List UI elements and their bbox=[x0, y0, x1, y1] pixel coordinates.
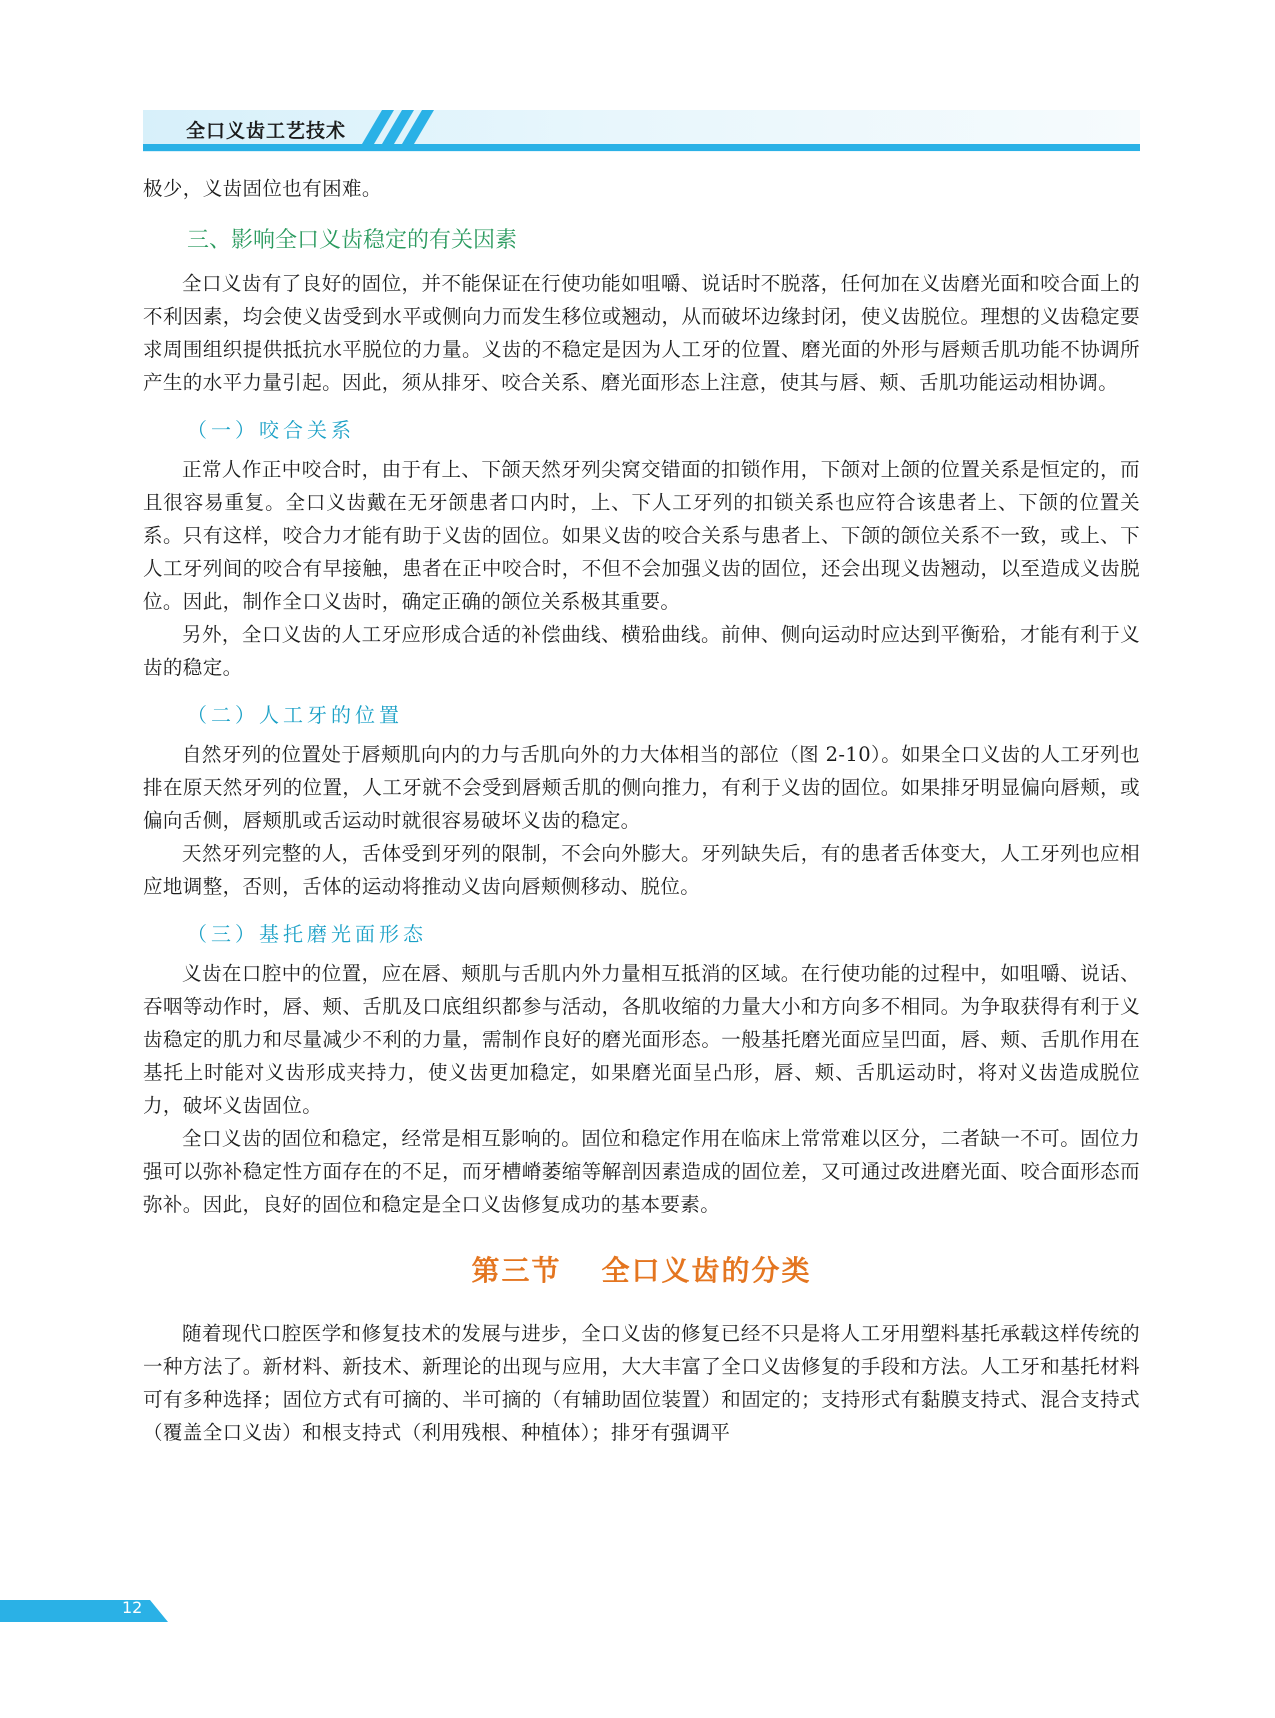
subsection-heading: （一）咬合关系 bbox=[187, 418, 355, 442]
chapter-title: 全口义齿的分类 bbox=[601, 1254, 812, 1287]
paragraph: 另外，全口义齿的人工牙应形成合适的补偿曲线、横𬌗曲线。前伸、侧向运动时应达到平衡𬌗，才能有利于义齿的稳定。 bbox=[143, 623, 1140, 679]
chapter-number: 第三节 bbox=[471, 1254, 562, 1287]
paragraph: 极少，义齿固位也有困难。 bbox=[143, 177, 382, 200]
paragraph: 义齿在口腔中的位置，应在唇、颊肌与舌肌内外力量相互抵消的区域。在行使功能的过程中，如咀嚼、说话、吞咽等动作时，唇、颊、舌肌及口底组织都参与活动，各肌收缩的力量大小和方向多不相同。为争取获得有利于义齿稳定的肌力和尽量减少不利的力量，需制作良好的磨光面形态。一般基托磨光面应呈凹面，唇、颊、舌肌作用在基托上时能对义齿形成夹持力，使义齿更加稳定，如果磨光面呈凸形，唇、颊、舌肌运动时，将对义齿造成脱位力，破坏义齿固位。 bbox=[143, 962, 1140, 1117]
page-number: 12 bbox=[122, 1598, 143, 1617]
paragraph: 正常人作正中咬合时，由于有上、下颌天然牙列尖窝交错面的扣锁作用，下颌对上颌的位置关系是恒定的，而且很容易重复。全口义齿戴在无牙颌患者口内时，上、下人工牙列的扣锁关系也应符合该患者上、下颌的位置关系。只有这样，咬合力才能有助于义齿的固位。如果义齿的咬合关系与患者上、下颌的颌位关系不一致，或上、下人工牙列间的咬合有早接触，患者在正中咬合时，不但不会加强义齿的固位，还会出现义齿翘动，以至造成义齿脱位。因此，制作全口义齿时，确定正确的颌位关系极其重要。 bbox=[143, 458, 1140, 613]
paragraph: 自然牙列的位置处于唇颊肌向内的力与舌肌向外的力大体相当的部位（图 2-10）。如果全口义齿的人工牙列也排在原天然牙列的位置，人工牙就不会受到唇颊舌肌的侧向推力，有利于义齿的固位。如果排牙明显偏向唇颊，或偏向舌侧，唇颊肌或舌运动时就很容易破坏义齿的稳定。 bbox=[143, 743, 1140, 832]
subsection-heading: （三）基托磨光面形态 bbox=[187, 922, 427, 946]
paragraph: 随着现代口腔医学和修复技术的发展与进步，全口义齿的修复已经不只是将人工牙用塑料基托承载这样传统的一种方法了。新材料、新技术、新理论的出现与应用，大大丰富了全口义齿修复的手段和方法。人工牙和基托材料可有多种选择；固位方式有可摘的、半可摘的（有辅助固位装置）和固定的；支持形式有黏膜支持式、混合支持式（覆盖全口义齿）和根支持式（利用残根、种植体）；排牙有强调平 bbox=[143, 1322, 1140, 1444]
running-title: 全口义齿工艺技术 bbox=[186, 120, 347, 142]
header-stripes-decoration bbox=[360, 110, 450, 144]
page-number-tab bbox=[0, 1600, 170, 1622]
paragraph: 天然牙列完整的人，舌体受到牙列的限制，不会向外膨大。牙列缺失后，有的患者舌体变大，人工牙列也应相应地调整，否则，舌体的运动将推动义齿向唇颊侧移动、脱位。 bbox=[143, 842, 1140, 898]
paragraph: 全口义齿有了良好的固位，并不能保证在行使功能如咀嚼、说话时不脱落，任何加在义齿磨光面和咬合面上的不利因素，均会使义齿受到水平或侧向力而发生移位或翘动，从而破坏边缘封闭，使义齿脱位。理想的义齿稳定要求周围组织提供抵抗水平脱位的力量。义齿的不稳定是因为人工牙的位置、磨光面的外形与唇颊舌肌功能不协调所产生的水平力量引起。因此，须从排牙、咬合关系、磨光面形态上注意，使其与唇、颊、舌肌功能运动相协调。 bbox=[143, 272, 1140, 394]
subsection-heading: （二）人工牙的位置 bbox=[187, 703, 403, 727]
page-body bbox=[143, 172, 1140, 1449]
header-rule bbox=[143, 144, 1140, 151]
chapter-heading bbox=[143, 1251, 1140, 1291]
section-heading: 三、影响全口义齿稳定的有关因素 bbox=[187, 228, 518, 253]
paragraph: 全口义齿的固位和稳定，经常是相互影响的。固位和稳定作用在临床上常常难以区分，二者缺一不可。固位力强可以弥补稳定性方面存在的不足，而牙槽嵴萎缩等解剖因素造成的固位差，又可通过改进磨光面、咬合面形态而弥补。因此，良好的固位和稳定是全口义齿修复成功的基本要素。 bbox=[143, 1127, 1140, 1216]
